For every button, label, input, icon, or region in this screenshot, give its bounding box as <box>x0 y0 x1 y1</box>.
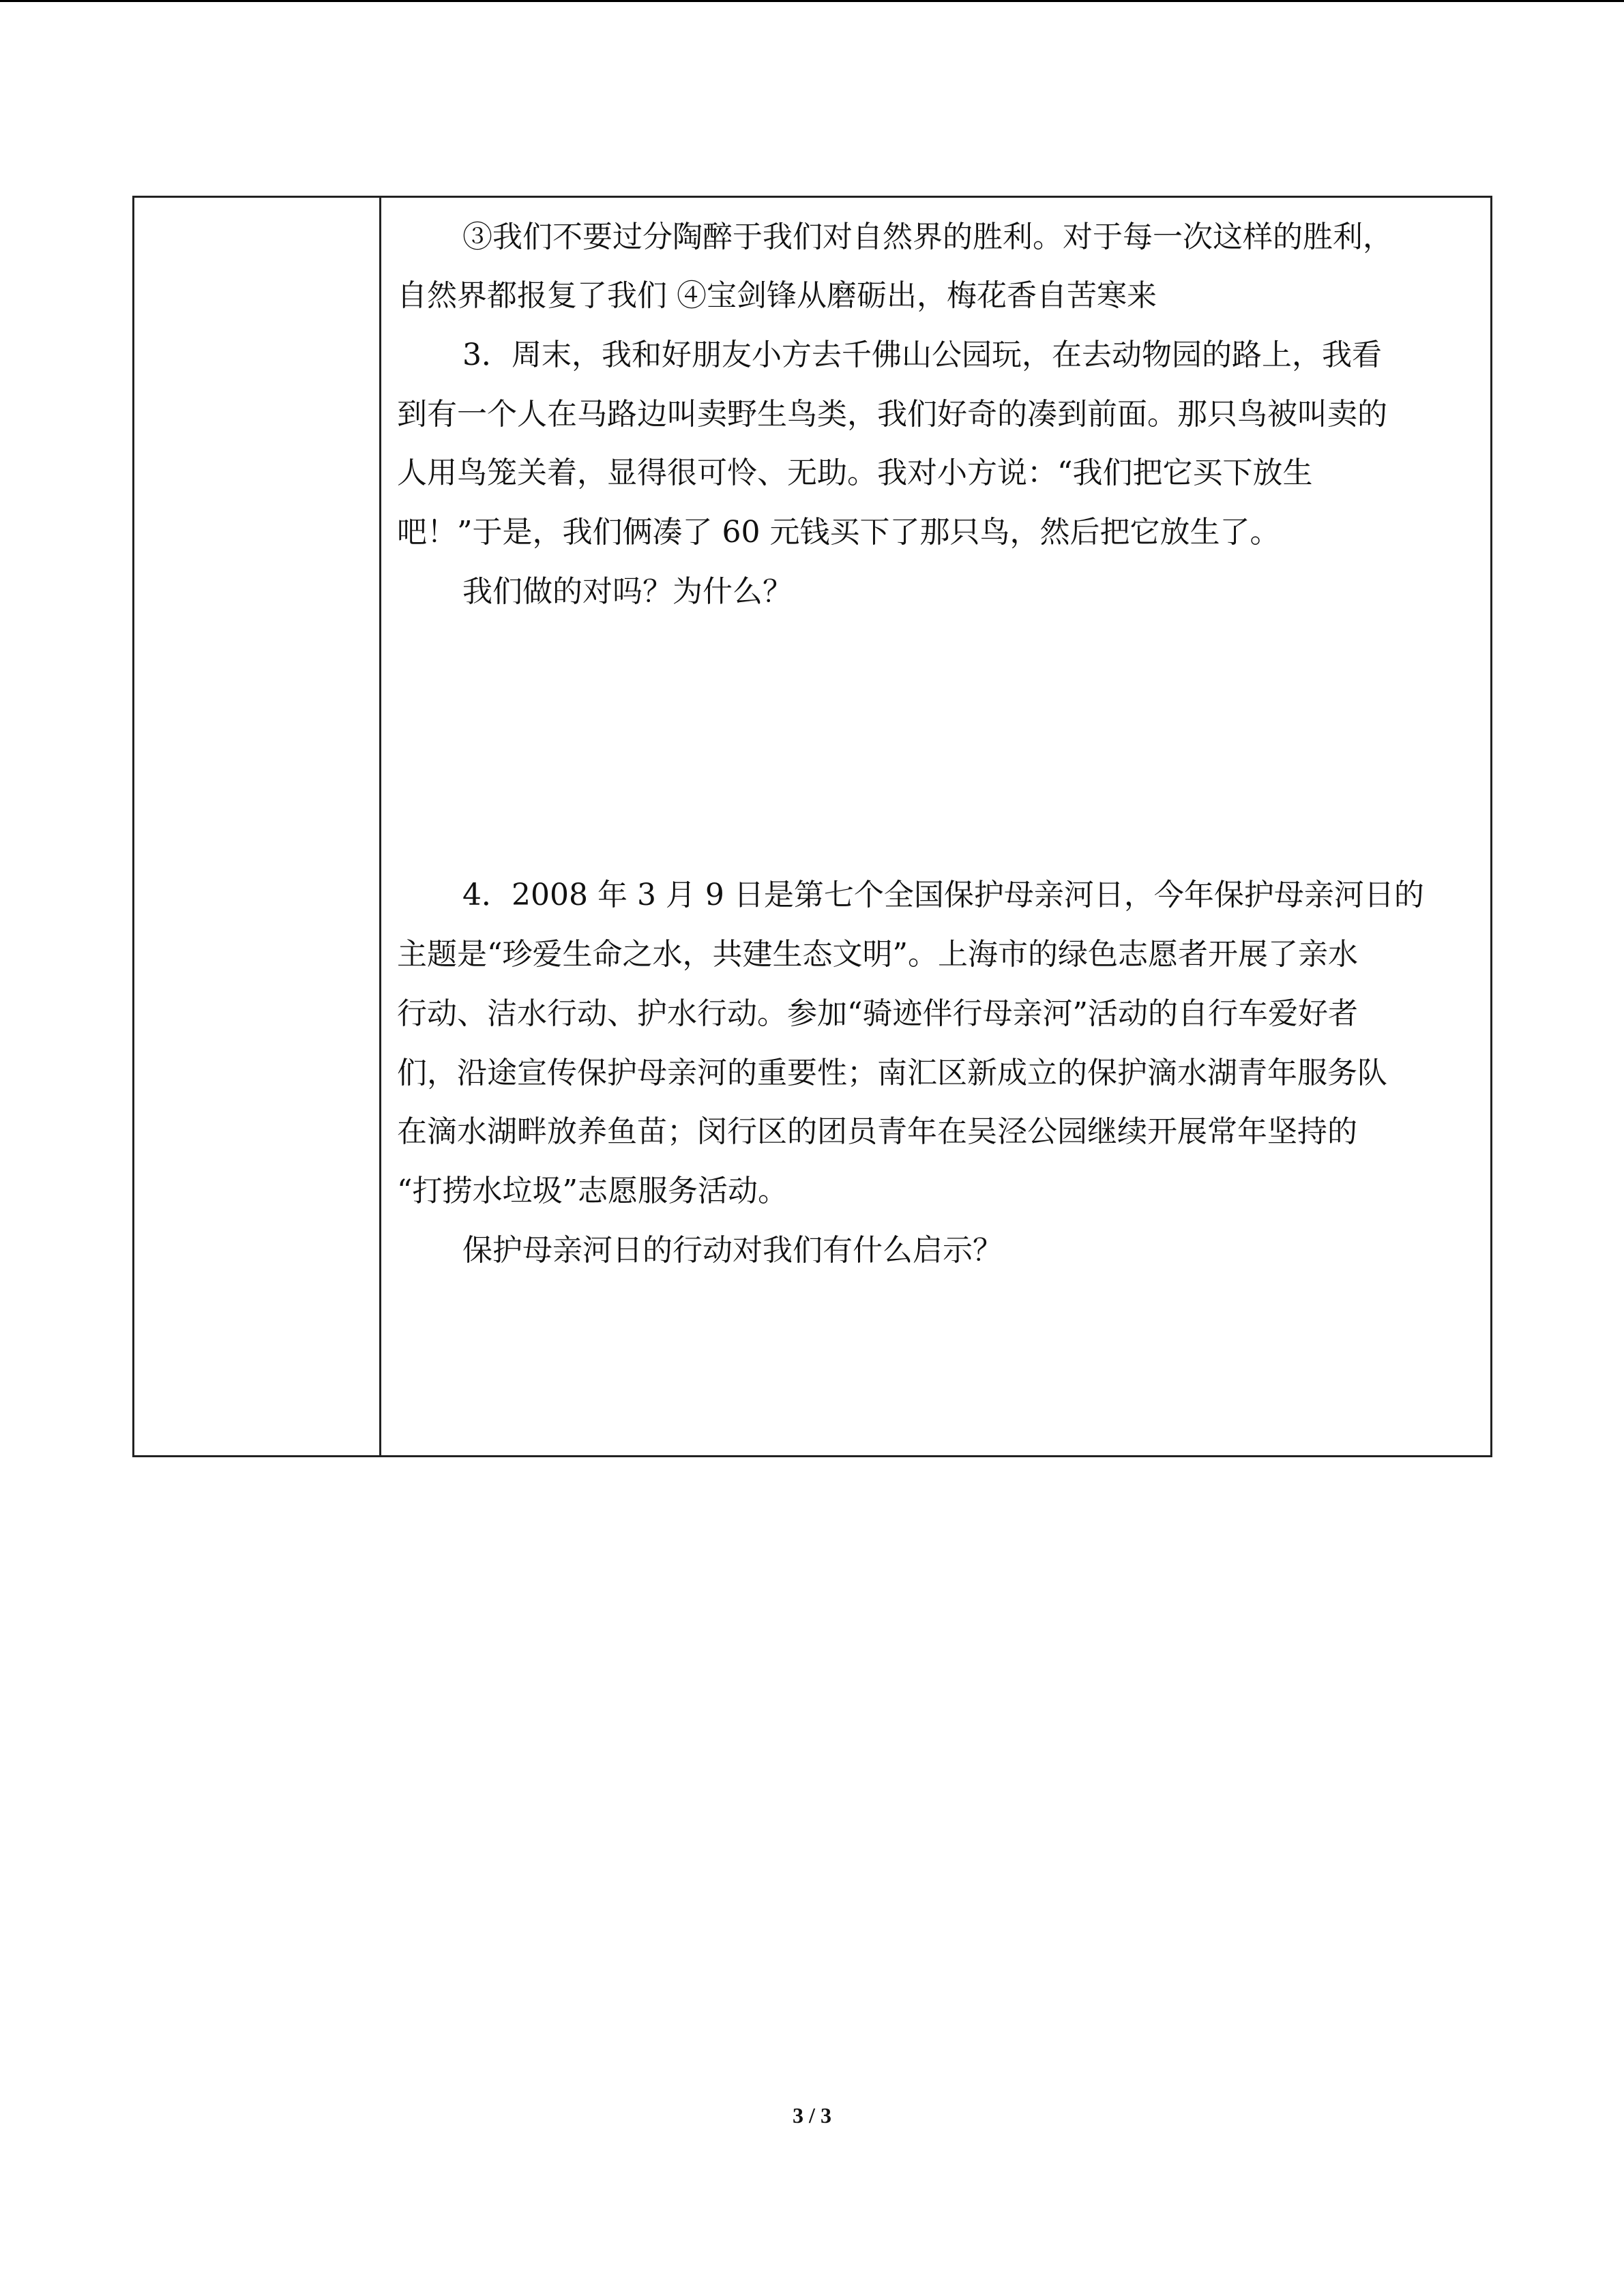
question-4-line: 4．2008 年 3 月 9 日是第七个全国保护母亲河日，今年保护母亲河日的 <box>462 878 1424 912</box>
worksheet-table <box>132 196 1492 1457</box>
text-line: ③我们不要过分陶醉于我们对自然界的胜利。对于每一次这样的胜利， <box>462 220 1393 254</box>
question-3-line: 3．周末，我和好朋友小方去千佛山公园玩，在去动物园的路上，我看 <box>462 338 1382 372</box>
text-line: “打捞水垃圾”志愿服务活动。 <box>397 1174 788 1208</box>
page-number: 3 / 3 <box>793 2103 831 2128</box>
question-4-prompt: 保护母亲河日的行动对我们有什么启示？ <box>462 1233 1003 1268</box>
text-line: 自然界都报复了我们 ④宝剑锋从磨砺出，梅花香自苦寒来 <box>397 278 1157 313</box>
top-border-line <box>0 0 1624 2</box>
question-3-prompt: 我们做的对吗？为什么？ <box>462 574 793 609</box>
text-line: 主题是“珍爱生命之水，共建生态文明”。上海市的绿色志愿者开展了亲水 <box>397 937 1358 972</box>
text-line: 到有一个人在马路边叫卖野生鸟类，我们好奇的凑到前面。那只鸟被叫卖的 <box>397 397 1387 432</box>
text-line: 吧！”于是，我们俩凑了 60 元钱买下了那只鸟，然后把它放生了。 <box>397 515 1280 550</box>
column-divider <box>379 198 381 1455</box>
text-line: 们，沿途宣传保护母亲河的重要性；南汇区新成立的保护滴水湖青年服务队 <box>397 1056 1387 1090</box>
text-line: 行动、洁水行动、护水行动。参加“骑迹伴行母亲河”活动的自行车爱好者 <box>397 996 1358 1031</box>
text-line: 在滴水湖畔放养鱼苗；闵行区的团员青年在吴泾公园继续开展常年坚持的 <box>397 1114 1357 1149</box>
text-line: 人用鸟笼关着，显得很可怜、无助。我对小方说：“我们把它买下放生 <box>397 456 1313 490</box>
